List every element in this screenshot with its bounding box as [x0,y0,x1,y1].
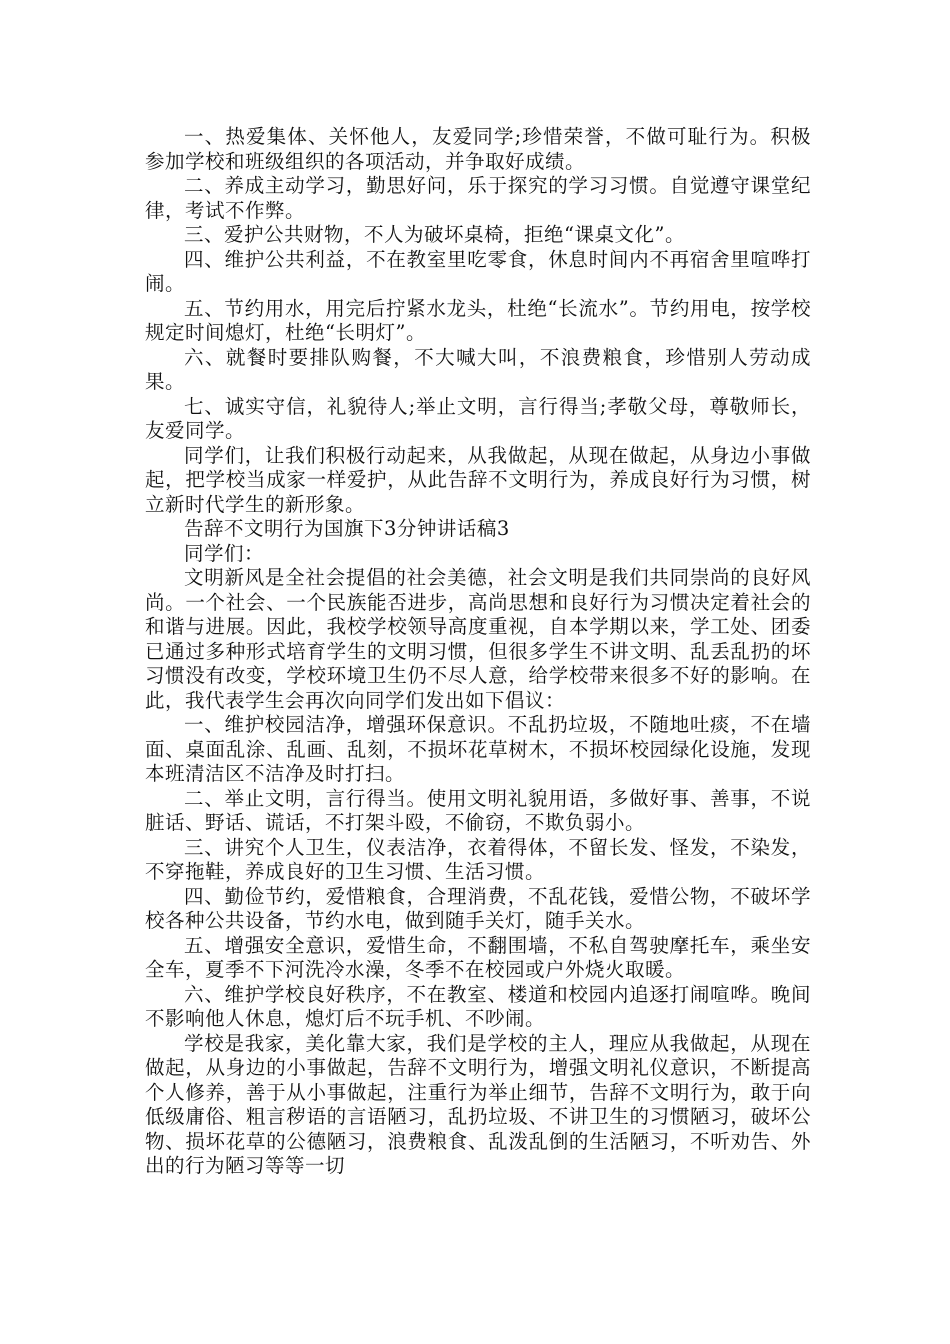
section-heading: 告辞不文明行为国旗下3分钟讲话稿3 [184,517,510,540]
paragraph-2: 二、养成主动学习，勤思好问，乐于探究的学习习惯。自觉遵守课堂纪律，考试不作弊。 [145,174,811,222]
paragraph-16: 五、增强安全意识，爱惜生命，不翻围墙，不私自驾驶摩托车，乘坐安全车，夏季不下河洗冷水澡，冬季不在校园或户外烧火取暖。 [145,933,811,981]
paragraph-15: 四、勤俭节约，爱惜粮食，合理消费，不乱花钱，爱惜公物，不破坏学校各种公共设备，节约水电，做到随手关灯，随手关水。 [145,884,811,932]
paragraph-3: 三、爱护公共财物，不人为破坏桌椅，拒绝“课桌文化”。 [184,223,685,246]
paragraph-4: 四、维护公共利益，不在教室里吃零食，休息时间内不再宿舍里喧哗打闹。 [145,247,811,295]
paragraph-1: 一、热爱集体、关怀他人，友爱同学;珍惜荣誉，不做可耻行为。积极参加学校和班级组织的各项活动，并争取好成绩。 [145,125,811,173]
paragraph-13: 二、举止文明，言行得当。使用文明礼貌用语，多做好事、善事，不说脏话、野话、谎话，不打架斗殴，不偷窃，不欺负弱小。 [145,786,811,834]
paragraph-5: 五、节约用水，用完后拧紧水龙头，杜绝“长流水”。节约用电，按学校规定时间熄灯，杜绝“长明灯”。 [145,296,811,344]
paragraph-8: 同学们，让我们积极行动起来，从我做起，从现在做起，从身边小事做起，把学校当成家一样爱护，从此告辞不文明行为，养成良好行为习惯，树立新时代学生的新形象。 [145,443,811,516]
paragraph-7: 七、诚实守信，礼貌待人;举止文明，言行得当;孝敬父母，尊敬师长，友爱同学。 [145,394,811,442]
paragraph-6: 六、就餐时要排队购餐，不大喊大叫，不浪费粮食，珍惜别人劳动成果。 [145,345,811,393]
paragraph-18: 学校是我家，美化靠大家，我们是学校的主人，理应从我做起，从现在做起，从身边的小事做起，告辞不文明行为，增强文明礼仪意识，不断提高个人修养，善于从小事做起，注重行为举止细节，告辞不文明行为，敢于向低级庸俗、粗言秽语的言语陋习，乱扔垃圾、不讲卫生的习惯陋习，破坏公物、损坏花草的公德陋习，浪费粮食、乱泼乱倒的生活陋习，不听劝告、外出的行为陋习等等一切 [145,1031,811,1177]
document-body [145,125,811,1179]
paragraph-12: 一、维护校园洁净，增强环保意识。不乱扔垃圾，不随地吐痰，不在墙面、桌面乱涂、乱画、乱刻，不损坏花草树木，不损坏校园绿化设施，发现本班清洁区不洁净及时打扫。 [145,713,811,785]
paragraph-17: 六、维护学校良好秩序，不在教室、楼道和校园内追逐打闹喧哗。晚间不影响他人休息，熄灯后不玩手机、不吵闹。 [145,982,811,1030]
paragraph-14: 三、讲究个人卫生，仪表洁净，衣着得体，不留长发、怪发，不染发，不穿拖鞋，养成良好的卫生习惯、生活习惯。 [145,835,811,883]
salutation: 同学们： [184,541,265,565]
paragraph-11: 文明新风是全社会提倡的社会美德，社会文明是我们共同崇尚的良好风尚。一个社会、一个民族能否进步，高尚思想和良好行为习惯决定着社会的和谐与进展。因此，我校学校领导高度重视，自本学期以来，学工处、团委已通过多种形式培育学生的文明习惯，但很多学生不讲文明、乱丢乱扔的坏习惯没有改变，学校环境卫生仍不尽人意，给学校带来很多不好的影响。在此，我代表学生会再次向同学们发出如下倡议： [145,566,811,712]
